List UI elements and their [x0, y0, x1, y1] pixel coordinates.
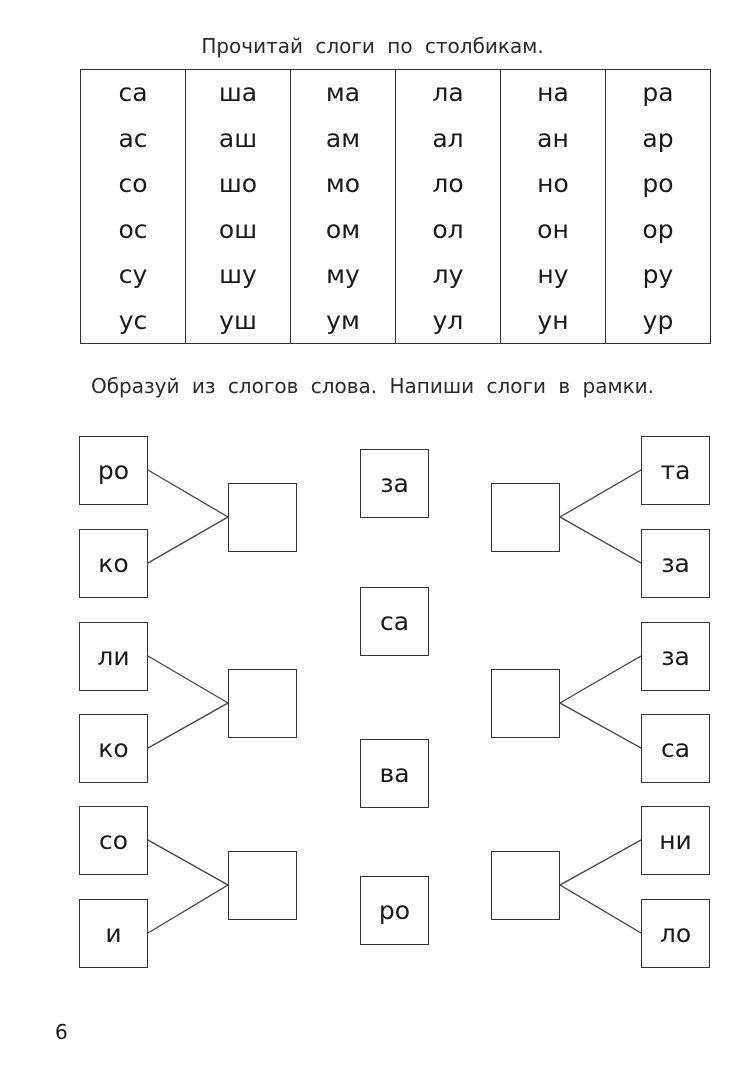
syllable-cell: ор: [606, 206, 711, 251]
right-syllable-box: за: [641, 529, 710, 598]
syllable-cell: ну: [501, 252, 606, 297]
syllable-cell: мо: [291, 161, 396, 206]
instruction-form-words: Образуй из слогов слова. Напиши слоги в рамки.: [90, 374, 655, 398]
connector-line: [148, 470, 228, 517]
left-syllable-box: и: [79, 899, 148, 968]
syllable-cell: но: [501, 161, 606, 206]
right-syllable-box: са: [641, 714, 710, 783]
left-syllable-box: ко: [79, 529, 148, 598]
syllable-cell: ро: [606, 161, 711, 206]
left-syllable-box: ро: [79, 436, 148, 505]
answer-box-left-3[interactable]: [228, 851, 297, 920]
syllable-cell: ур: [606, 297, 711, 343]
syllable-cell: шо: [186, 161, 291, 206]
syllable-cell: ша: [186, 70, 291, 116]
syllable-cell: на: [501, 70, 606, 116]
syllable-cell: ол: [396, 206, 501, 251]
syllable-cell: ла: [396, 70, 501, 116]
syllable-cell: ам: [291, 116, 396, 161]
syllable-cell: уш: [186, 297, 291, 343]
syllable-cell: ул: [396, 297, 501, 343]
connector-line: [148, 840, 228, 885]
answer-box-left-2[interactable]: [228, 669, 297, 738]
syllable-cell: ош: [186, 206, 291, 251]
syllable-cell: ра: [606, 70, 711, 116]
syllable-cell: ум: [291, 297, 396, 343]
left-syllable-box: со: [79, 806, 148, 875]
syllable-cell: ал: [396, 116, 501, 161]
middle-syllable-box: ро: [360, 876, 429, 945]
connector-line: [148, 517, 228, 563]
syllable-cell: шу: [186, 252, 291, 297]
syllable-cell: са: [81, 70, 186, 116]
left-syllable-box: ко: [79, 714, 148, 783]
syllable-cell: ма: [291, 70, 396, 116]
syllable-cell: ан: [501, 116, 606, 161]
syllable-cell: он: [501, 206, 606, 251]
connector-line: [148, 656, 228, 703]
left-syllable-box: ли: [79, 622, 148, 691]
syllable-cell: ар: [606, 116, 711, 161]
connector-line: [560, 656, 641, 703]
answer-box-right-3[interactable]: [491, 851, 560, 920]
connector-line: [560, 470, 641, 517]
syllable-cell: ас: [81, 116, 186, 161]
syllable-cell: ун: [501, 297, 606, 343]
answer-box-right-1[interactable]: [491, 483, 560, 552]
syllable-cell: су: [81, 252, 186, 297]
syllable-cell: ом: [291, 206, 396, 251]
connector-line: [560, 703, 641, 748]
right-syllable-box: ло: [641, 899, 710, 968]
syllable-cell: ло: [396, 161, 501, 206]
right-syllable-box: та: [641, 436, 710, 505]
connector-line: [560, 840, 641, 885]
answer-box-right-2[interactable]: [491, 669, 560, 738]
answer-box-left-1[interactable]: [228, 483, 297, 552]
syllable-cell: лу: [396, 252, 501, 297]
connector-line: [560, 885, 641, 933]
connector-line: [148, 703, 228, 748]
page-number: 6: [55, 1020, 68, 1044]
right-syllable-box: за: [641, 622, 710, 691]
instruction-read-syllables: Прочитай слоги по столбикам.: [201, 34, 544, 58]
syllable-cell: ос: [81, 206, 186, 251]
syllable-cell: ус: [81, 297, 186, 343]
syllable-cell: му: [291, 252, 396, 297]
connector-line: [148, 885, 228, 933]
syllable-cell: ру: [606, 252, 711, 297]
syllable-cell: аш: [186, 116, 291, 161]
connector-line: [560, 517, 641, 563]
middle-syllable-box: за: [360, 449, 429, 518]
syllable-cell: со: [81, 161, 186, 206]
right-syllable-box: ни: [641, 806, 710, 875]
middle-syllable-box: ва: [360, 739, 429, 808]
middle-syllable-box: са: [360, 587, 429, 656]
